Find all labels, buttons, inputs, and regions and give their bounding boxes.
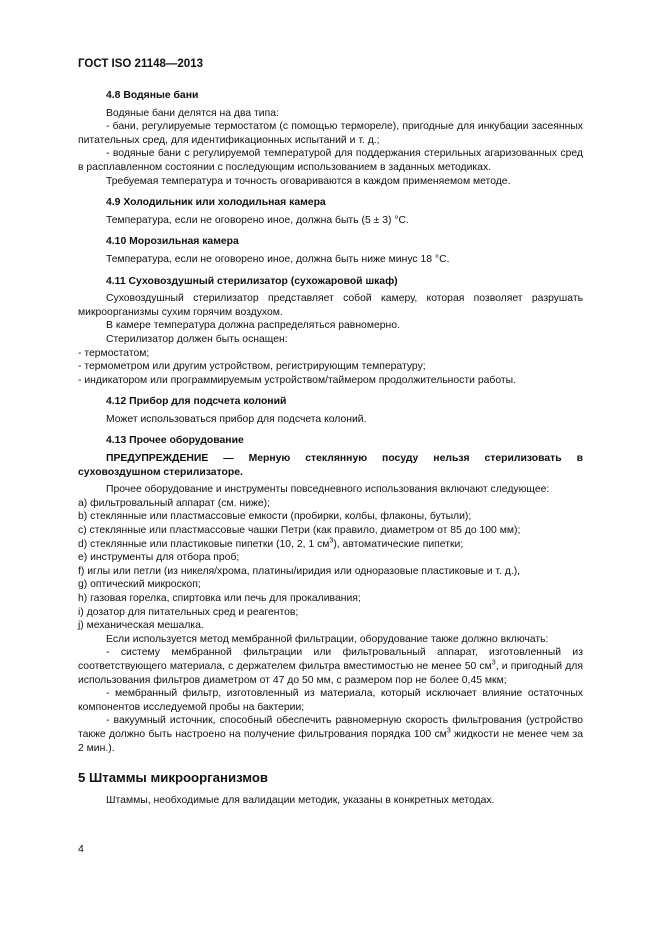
paragraph: В камере температура должна распределяться равномерно. [106,320,400,332]
list-item-text: d) стеклянные или пластиковые пипетки (10, 2, 1 см [78,538,330,550]
paragraph: Стерилизатор должен быть оснащен: [106,333,288,345]
paragraph: Требуемая температура и точность оговариваются в каждом применяемом методе. [106,175,511,187]
list-item: - термостатом; [78,347,150,359]
list-item-text: жидкости не менее чем за 2 мин.). [78,728,583,754]
list-item-text: , и пригодный для использования фильтров диаметром от 47 до 50 мм, с размером пор не более 0,45 мкм; [78,660,583,686]
section-4-9-title: 4.9 Холодильник или холодильная камера [106,197,326,209]
paragraph: Температура, если не оговорено иное, должна быть (5 ± 3) °С. [106,214,409,226]
list-item-text: - вакуумный источник, способный обеспечить равномерную скорость фильтрования (устройство также должно быть настроено на получение фильтрования порядка 100 см [78,715,583,740]
superscript: 3 [446,727,451,735]
list-item: i) дозатор для питательных сред и реагентов; [78,606,299,618]
list-item-text: ), автоматические пипетки; [333,538,464,550]
list-item: g) оптический микроскоп; [78,579,201,591]
section-4-12-title: 4.12 Прибор для подсчета колоний [106,396,287,408]
paragraph: Если используется метод мембранной фильтрации, оборудование также должно включать: [106,633,549,645]
superscript: 3 [329,537,334,545]
list-item [78,714,583,755]
paragraph: Температура, если не оговорено иное, должна быть ниже минус 18 °С. [106,253,450,265]
section-4-10-title: 4.10 Морозильная камера [106,236,239,248]
paragraph: Прочее оборудование и инструменты повседневного использования включают следующее: [106,484,550,496]
section-4-13-title: 4.13 Прочее оборудование [106,435,244,447]
list-item: b) стеклянные или пластмассовые емкости (пробирки, колбы, флаконы, бутыли); [78,511,472,523]
paragraph: Водяные бани делятся на два типа: [106,107,279,119]
list-item: - водяные бани с регулируемой температурой для поддержания стерильных агаризованных сред в расплавленном состоянии с последующим использованием в заданных методиках. [78,148,583,173]
list-item: a) фильтровальный аппарат (см. ниже); [78,497,270,509]
list-item: j) механическая мешалка. [78,620,204,632]
paragraph: Суховоздушный стерилизатор представляет собой камеру, которая позволяет разрушать микроорганизмы сухим горячим воздухом. [78,293,583,318]
list-item: - термометром или другим устройством, регистрирующим температуру; [78,361,426,373]
paragraph: Штаммы, необходимые для валидации методик, указаны в конкретных методах. [106,795,495,807]
section-5-title: 5 Штаммы микроорганизмов [78,770,269,786]
document-header: ГОСТ ISO 21148—2013 [78,58,203,70]
list-item: f) иглы или петли (из никеля/хрома, платины/иридия или одноразовые пластиковые и т. д.), [78,565,521,577]
page-number: 4 [78,843,84,855]
section-4-8-title: 4.8 Водяные бани [106,90,199,101]
list-item: h) газовая горелка, спиртовка или печь для прокаливания; [78,593,361,604]
list-item-text: - систему мембранной фильтрации или фильтровальный аппарат, изготовленный из соответствующего материала, с держателем фильтра вместимостью не менее 50 см [78,647,583,672]
list-item: - индикатором или программируемым устройством/таймером продолжительности работы. [78,374,517,386]
paragraph: Может использоваться прибор для подсчета колоний. [106,413,367,425]
list-item: - бани, регулируемые термостатом (с помощью термореле), пригодные для инкубации засеянных питательных сред, для идентификационных испытаний и т. д.; [78,121,583,146]
list-item: e) инструменты для отбора проб; [78,552,240,564]
list-item [78,538,583,552]
warning-note: ПРЕДУПРЕЖДЕНИЕ — Мерную стеклянную посуду нельзя стерилизовать в суховоздушном стерилизаторе. [78,453,583,478]
list-item [78,646,583,687]
list-item: - мембранный фильтр, изготовленный из материала, который исключает влияние остаточных компонентов исследуемой пробы на бактерии; [78,688,583,713]
list-item: c) стеклянные или пластмассовые чашки Петри (как правило, диаметром от 85 до 100 мм); [78,525,521,537]
document-body [78,89,583,808]
superscript: 3 [491,659,496,667]
section-4-11-title: 4.11 Суховоздушный стерилизатор (сухожаровой шкаф) [106,275,398,287]
